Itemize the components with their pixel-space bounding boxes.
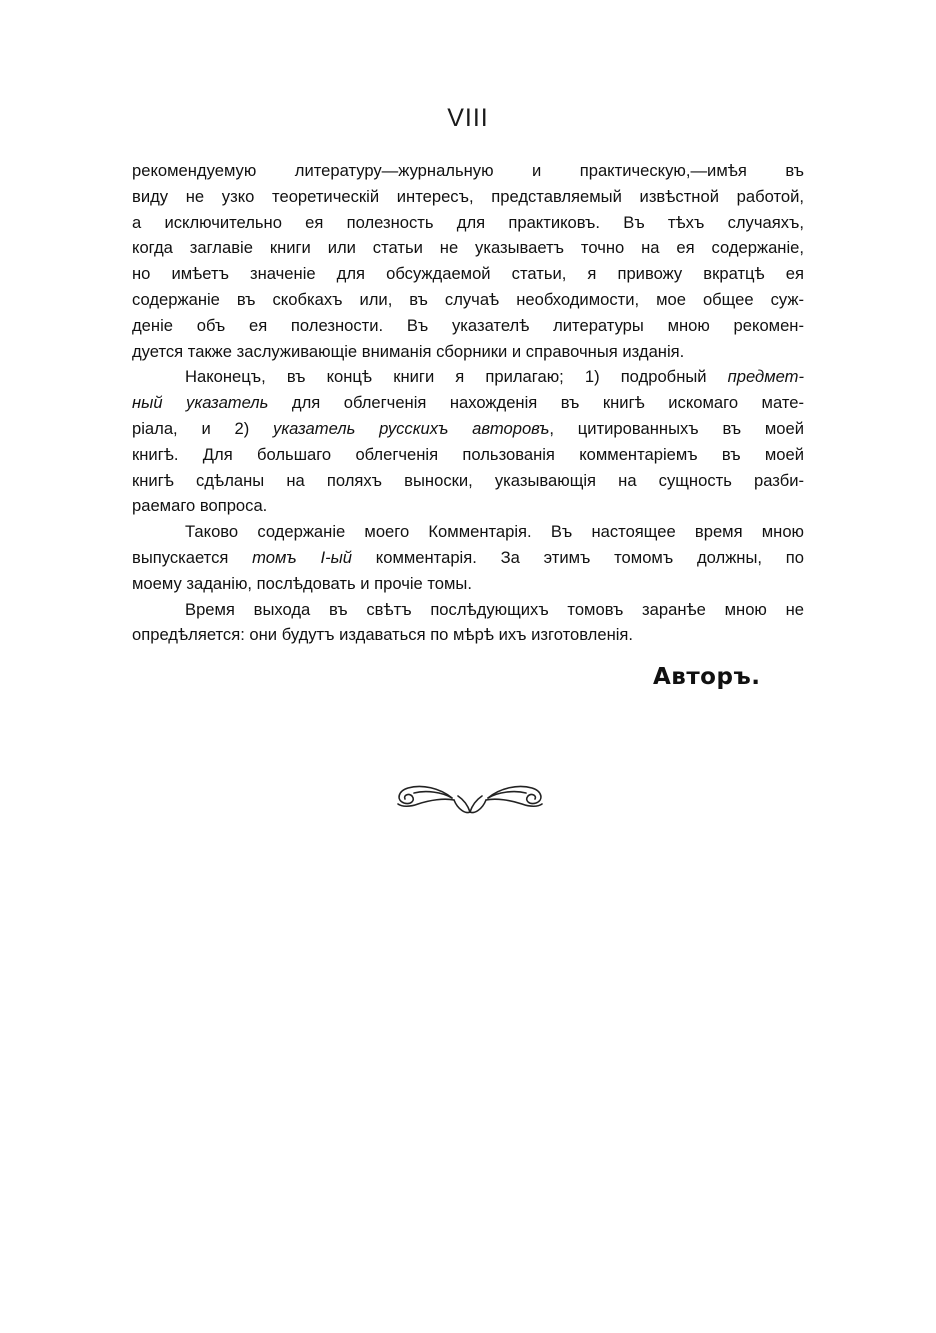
text-line: когда заглавіе книги или статьи не указываетъ точно на ея содержаніе, [132, 238, 804, 258]
author-signature: Авторъ. [653, 664, 761, 690]
italic-term: предмет- [727, 367, 804, 387]
text-line: ный указатель для облегченія нахожденія въ книгѣ искомаго мате- [132, 393, 804, 413]
text-line: рекомендуемую литературу—журнальную и практическую,—имѣя въ [132, 161, 804, 180]
decorative-scroll-ornament-icon [392, 778, 548, 818]
paragraph [132, 158, 804, 364]
text-line: Таково содержаніе моего Комментарія. Въ настоящее время мною [185, 522, 804, 542]
text-line: книгѣ. Для большаго облегченія пользованія комментаріемъ въ моей [132, 444, 804, 464]
text-line: книгѣ сдѣланы на поляхъ выноски, указывающія на сущность разби- [132, 470, 804, 490]
text-line: содержаніе въ скобкахъ или, въ случаѣ необходимости, мое общее суж- [132, 289, 804, 309]
paragraph [132, 364, 804, 519]
page-number: VIII [447, 104, 489, 132]
text-line: но имѣетъ значеніе для обсуждаемой статьи, я привожу вкратцѣ ея [132, 264, 804, 284]
text-line: опредѣляется: они будутъ издаваться по мѣрѣ ихъ изготовленія. [132, 625, 634, 645]
paragraph [132, 519, 804, 596]
text-line: ріала, и 2) указатель русскихъ авторовъ, цитированныхъ въ моей [132, 418, 804, 438]
italic-term: указатель русскихъ авторовъ [273, 418, 550, 438]
text-line: выпускается томъ I-ый комментарія. За этимъ томомъ должны, по [132, 547, 804, 567]
text-line: раемаго вопроса. [132, 496, 268, 516]
italic-term: ный указатель [132, 393, 269, 413]
text-line: виду не узко теоретическій интересъ, представляемый извѣстной работой, [132, 186, 804, 206]
text-line: моему заданію, послѣдовать и прочіе томы. [132, 573, 472, 593]
text-line: дуется также заслуживающіе вниманія сборники и справочныя изданія. [132, 341, 685, 361]
text-line: Наконецъ, въ концѣ книги я прилагаю; 1) подробный предмет- [185, 367, 804, 387]
text-line: Время выхода въ свѣтъ послѣдующихъ томовъ заранѣе мною не [185, 599, 804, 619]
paragraph [132, 597, 804, 649]
body-text [132, 158, 804, 648]
text-line: а исключительно ея полезность для практиковъ. Въ тѣхъ случаяхъ, [132, 212, 804, 232]
italic-term: томъ I-ый [252, 547, 353, 567]
text-line: деніе объ ея полезности. Въ указателѣ литературы мною рекомен- [132, 315, 804, 335]
